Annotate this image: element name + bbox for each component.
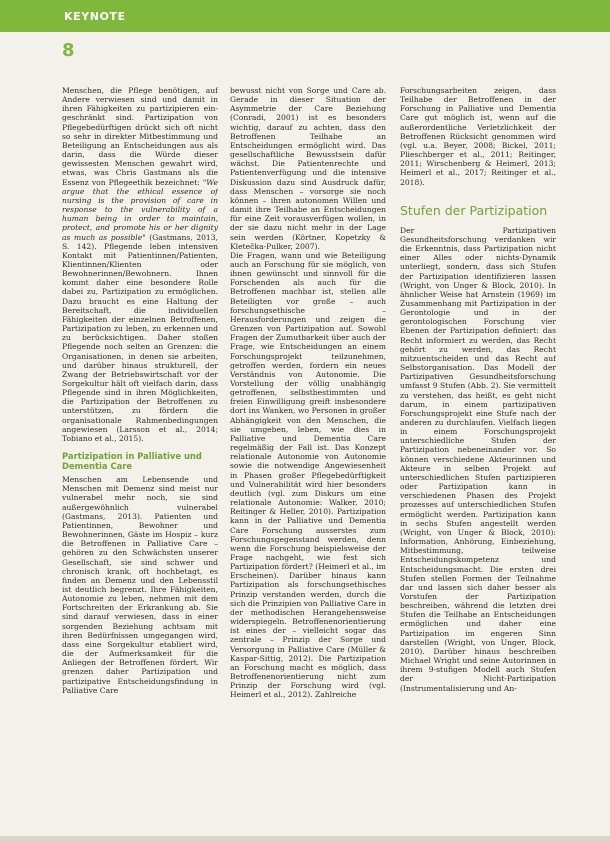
column-1 xyxy=(62,86,218,818)
paragraph-text: bewusst nicht von Sorge und Care ab. Gerade in dieser Situation der Asymmetrie der Care Beziehung (Conradi, 2001) ist es besonders wichtig, darauf zu achten, dass den Betroffenen Teilhabe an Entscheidungen ermöglicht wird. Das gesellschaftliche Bewusstsein dafür wächst. Die Patientenrechte und Patientenverfügung und die intensive Diskussion dazu sind Ausdruck dafür, dass Menschen – vorsorge sie noch können – ihren autonomen Willen und damit ihre Teilhabe an Entscheidungen für eine Zeit vorausverfügen wollen, in der sie dazu nicht mehr in der Lage sein werden (Körtner, Kopetzky & Kletečka-Pulker, 2007). xyxy=(230,86,386,251)
section-heading: Stufen der Partizipation xyxy=(400,202,548,218)
paragraph-text: Menschen, die Pflege benötigen, auf Andere verwiesen sind und damit in ihren Fähigkeiten zu partizipieren ein-geschränkt sind. Partizipation von Pflegebedürftigen drückt sich oft nicht so sehr in direkter Mitbestimmung und Beteiligung an Entscheidungen aus als darin, dass die Würde dieser gewissesten Menschen gewahrt wird, etwas, was Chris Gastmans als die Essenz von Pflegeethik bezeichnet: xyxy=(62,86,218,187)
paragraph xyxy=(400,86,556,187)
paragraph xyxy=(62,475,218,695)
section-kicker: KEYNOTE xyxy=(64,10,126,23)
paragraph-text: Der Partizipativen Gesundheitsforschung verdanken wir die Erkenntnis, dass Partizipation nicht einer Alles oder nichts-Dynamik unterliegt, sondern, dass sich Stufen der Partizipation identifizieren lassen (Wright, von Unger & Block, 2010). In ähnlicher Weise hat Arnstein (1969) im Zusammenhang mit Partizipation in der Gerontologie und in der gerontologischen Forschung vier Ebenen der Partizipation definiert: das Recht informiert zu werden, das Recht gehört zu werden, das Recht mitzuentscheiden und das Recht auf Selbstorganisation. Das Modell der Partizipativen Gesundheitsforschung umfasst 9 Stufen (Abb. 2). Sie vermittelt zu verstehen, das heißt, es geht nicht darum, in einem partizipativen Forschungsprojekt eine Stufe nach der anderen zu durchlaufen. Vielfach liegen in einem Forschungsprojekt unterschiedliche Stufen der Partizipation nebeneinander vor. So können verschiedene Akteurinnen und Akteure in selben Projekt auf unterschiedlichen Stufen partizipieren oder Partizipation kann in verschiedenen Phasen des Projekt prozesses auf unterschiedlichen Stufen ermöglicht werden. Partizipation kann in sechs Stufen angestellt werden (Wright, von Unger & Block, 2010): Information, Anhörung, Einbeziehung, Mitbestimmung, teilweise Entscheidungskompetenz und Entscheidungsmacht. Die ersten drei Stufen stellen Formen der Teilnahme dar und lassen sich daher besser als Vorstufen der Partizipation beschreiben, während die letzten drei Stufen die Teilhabe an Entscheidungen ermöglichen und daher eine Partizipation im engeren Sinn darstellen (Wright, von Unger, Block, 2010). Darüber hinaus beschreiben Michael Wright und seine Autorinnen in ihrem 9-stufigen Modell auch Stufen der Nicht-Partizipation (Instrumentalisierung und An- xyxy=(400,225,556,693)
paragraph-text: (Gastmans, 2013, S. 142). Pflegende leben intensiven Kontakt mit Patientinnen/Patienten, Klientinnen/Klienten oder Bewohnerinnen/Bewohnern. Ihnen kommt daher eine besondere Rolle dabei zu, Partizipation zu ermöglichen. Dazu braucht es eine Haltung der Bereitschaft, die individuellen Fähigkeiten der einzelnen Betroffenen, Partizipation zu leben, zu erkennen und zu berücksichtigen. Daher stoßen Pflegende noch selten an Grenzen: die Organisationen, in denen sie arbeiten, und darüber hinaus strukturell, der Zwang der Betriebswirtschaft vor der Sorgekultur hält oft vielfach darin, dass Pflegende sind in ihren Möglichkeiten, die Partizipation der Betroffenen zu unterstützen, zu fördern die organisationale Rahmenbedingungen angewiesen (Larsson et al., 2014; Tobiano et al., 2015). xyxy=(62,232,218,443)
paragraph xyxy=(230,86,386,251)
paragraph-text: Die Fragen, wann und wie Beteiligung auch an Forschung für sie möglich, von ihnen gewünscht und sinnvoll für die Forschenden als auch für die Betroffenen machbar ist, stellen alle Beteiligten vor große – auch forschungsethische – Herausforderungen und zeigen die Grenzen von Partizipation auf. Sowohl Fragen der Zumutbarkeit über auch der Frage, wie Entscheidungen an einem Forschungsprojekt teilzunehmen, getroffen werden, fordern ein neues Verständnis von Autonomie. Die Vorstellung der völlig unabhängig getroffenen, selbstbestimmten und freien Einwilligung greift insbesondere dort ins Wanken, wo Personen in großer Abhängigkeit von den Menschen, die sie umgeben, leben, wie dies in Palliative und Dementia Care regelmäßig der Fall ist. Das Konzept relationale Autonomie von Autonomie sowie die notwendige Angewiesenheit in Phasen großer Pflegebedürftigkeit und Vulnerabilität wird hier besonders deutlich (vgl. zum Diskurs um eine relationale Autonomie: Walker, 2010; Reitinger & Heller, 2010). Partizipation kann in der Palliative und Dementia Care Forschung ausserstes zum Forschungsgegenstand werden, denn wenn die Forschung beispielsweise der Frage nachgeht, wie fest sich Partizipation fördert? (Heimerl et al., im Erscheinen). Darüber hinaus kann Partizipation als forschungsethisches Prinzip verstanden werden, durch die sich die Prinzipien von Palliative Care in der methodischen Herangehensweise widerspiegeln. Betroffenenorientierung ist eines der – vielleicht sogar das zentrale – Prinzip der Sorge und Versorgung in Palliative Care (Müller & Kaspar-Sittig, 2012). Die Partizipation an Forschung macht es möglich, dass Betroffenenorientierung nicht zum Prinzip der Forschung wird (vgl. Heimerl et al., 2012). Zahlreiche xyxy=(230,250,386,700)
section-subheading: Partizipation in Palliative und Dementia Care xyxy=(62,451,202,472)
paragraph xyxy=(400,226,556,693)
paragraph-text: Menschen am Lebensende und Menschen mit Demenz sind meist nur vulnerabel mehr noch, sie sind außergewöhnlich vulnerabel (Gastmans, 2013). Patienten und Patientinnen, Bewohner und Bewohnerinnen, Gäste im Hospiz – kurz die Betroffenen in Palliative Care – gehören zu den Schwächsten unserer Gesellschaft, sie sind schwer und chronisch krank, oft hochbetagt, es finden an Demenz und den Lebensstil ist deutlich begrenzt. Ihre Fähigkeiten, Autonomie zu leben, nehmen mit dem Fortschreiten der Erkrankung ab. Sie sind darauf verwiesen, dass in einer sorgenden Beziehung achtsam mit ihren Bedürfnissen umgegangen wird, dass eine Sorgekultur etabliert wird, die der Aufmerksamkeit für die Anliegen der Betroffenen fördert. Wir grenzen daher Partizipation und partizipative Entscheidungsfindung in Palliative Care xyxy=(62,475,218,695)
column-2 xyxy=(230,86,386,818)
header-band xyxy=(0,0,610,32)
column-3 xyxy=(400,86,556,818)
paragraph xyxy=(62,86,218,443)
paragraph xyxy=(230,251,386,700)
page-letter: 8 xyxy=(62,40,75,61)
paragraph-text: Forschungsarbeiten zeigen, dass Teilhabe der Betroffenen in der Forschung in Palliative und Dementia Care gut möglich ist, wenn auf die außerordentliche Verletzlichkeit der Betroffenen Rücksicht genommen wird (vgl. u.a. Beyer, 2008; Bickel, 2011; Plieschberger et al., 2011; Reitinger, 2011; Wirschenberg & Heimerl, 2013; Heimerl et al., 2017; Reitinger et al., 2018). xyxy=(400,86,556,187)
bottom-rule xyxy=(0,836,610,842)
quotation: "We argue that the ethical essence of nursing is the provision of care in response to the vulnerability of a human being in order to maintain, protect, and promote his or her dignity as much as possible" xyxy=(62,177,218,242)
